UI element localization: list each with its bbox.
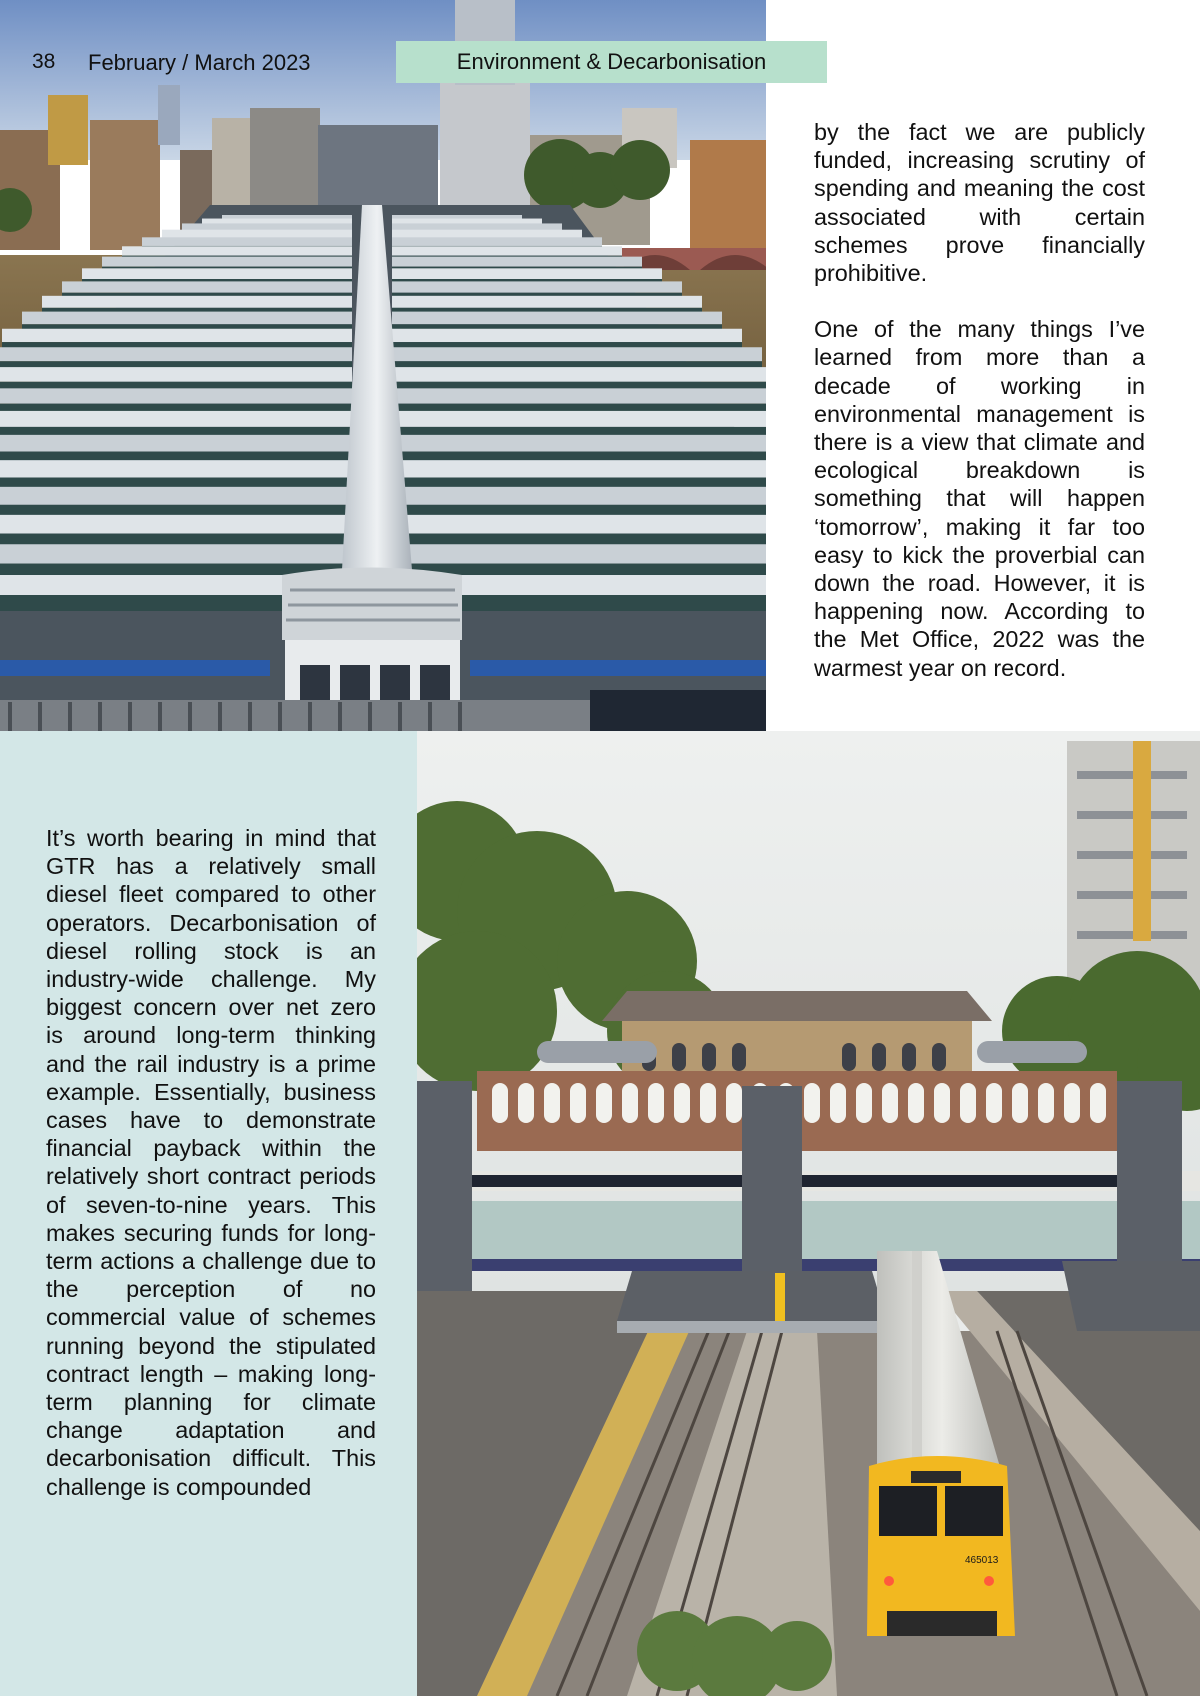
article-right-column xyxy=(814,118,1145,710)
page-number: 38 xyxy=(32,50,56,73)
train-number: 465013 xyxy=(965,1555,999,1566)
section-tag xyxy=(396,41,827,83)
photo-solar-bridge xyxy=(0,0,766,731)
article-left-column xyxy=(46,824,376,1501)
article-paragraph: One of the many things I’ve learned from more than a decade of working in environmental management is there is a view that climate and ecological breakdown is something that will happen ‘tomorrow’, making it far too easy to kick the proverbial can down the road. However, it is happening now. According to the Met Office, 2022 was the warmest year on record. xyxy=(814,316,1145,681)
article-paragraph: It’s worth bearing in mind that GTR has a relatively small diesel fleet compared to other operators. Decarbonisation of diesel rolling stock is an industry-wide challenge. My biggest concern over net zero is around long-term thinking and the rail industry is a prime example. Essentially, business cases have to demonstrate financial payback within the relatively short contract periods of seven-to-nine years. This makes securing funds for long-term actions a challenge due to the perception of no commercial value of schemes running beyond the stipulated contract length – making long-term planning for climate change adaptation and decarbonisation difficult. This challenge is compounded xyxy=(46,825,376,1500)
article-paragraph: by the fact we are publicly funded, increasing scrutiny of spending and meaning the cost associated with certain schemes prove financially prohibitive. xyxy=(814,119,1145,287)
section-tag-label: Environment & Decarbonisation xyxy=(456,49,767,74)
photo-railway-station xyxy=(417,731,1200,1696)
issue-date: February / March 2023 xyxy=(88,50,311,75)
